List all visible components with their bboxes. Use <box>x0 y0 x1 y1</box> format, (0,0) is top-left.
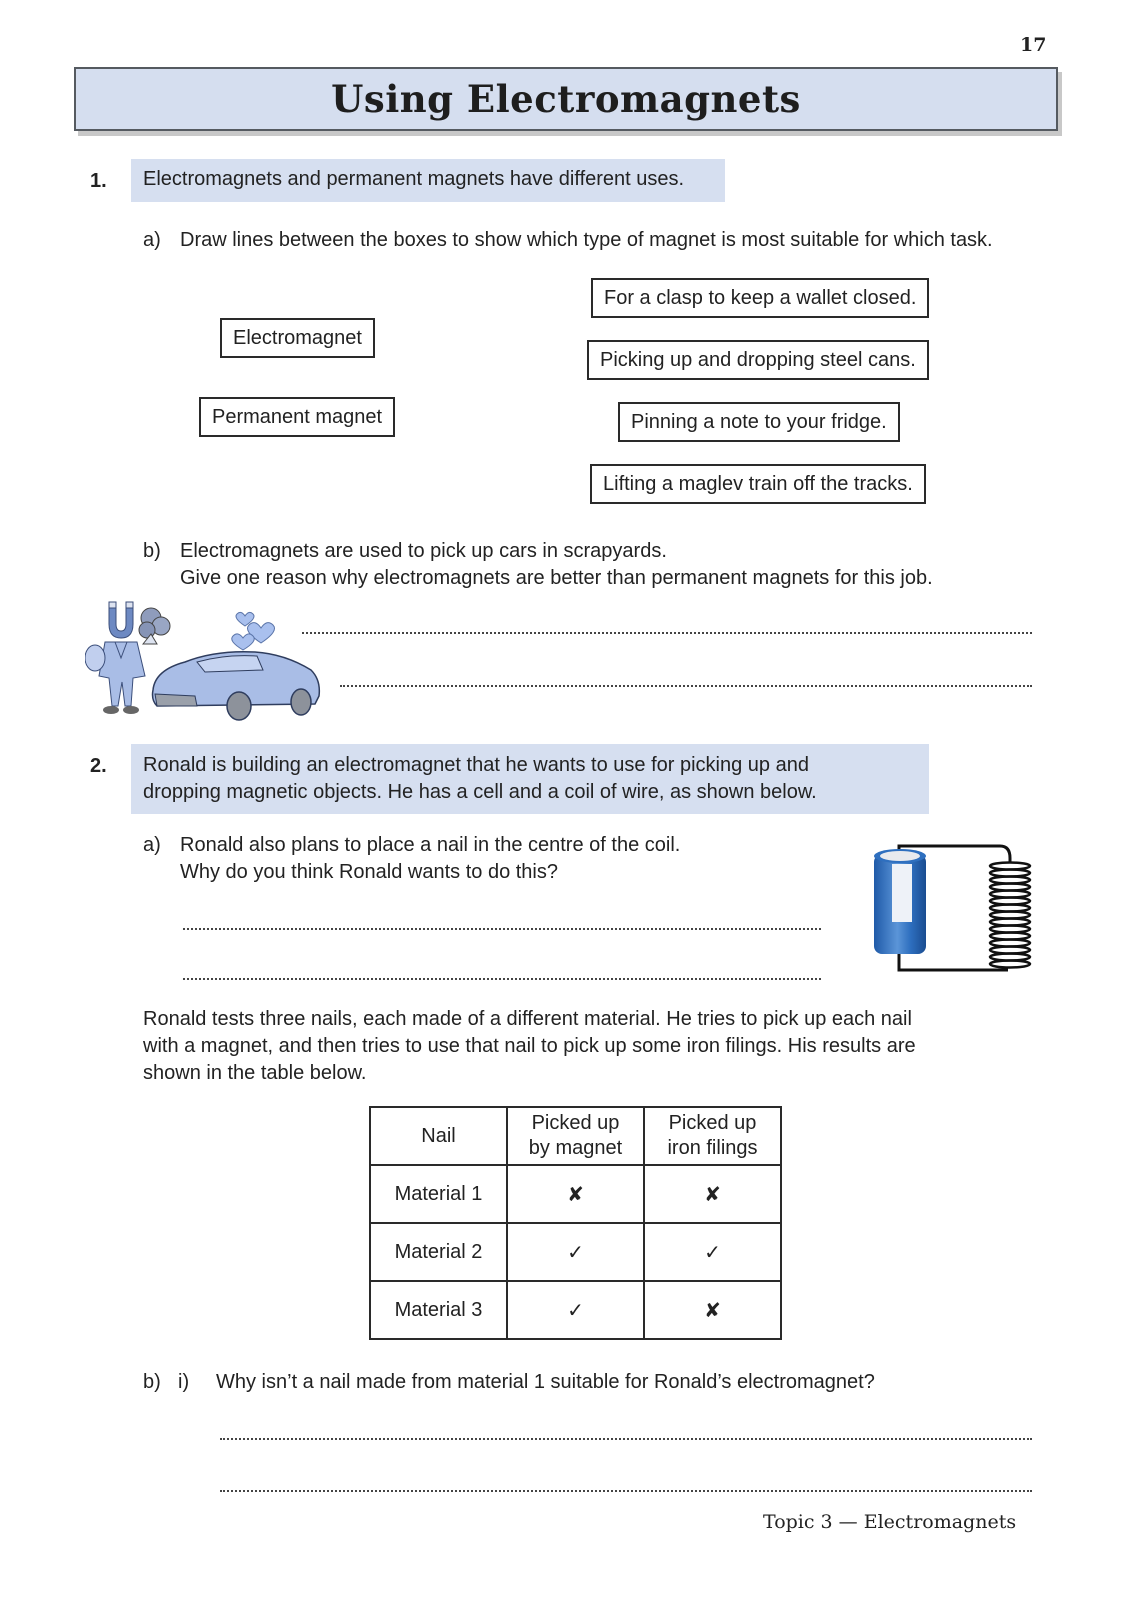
table-header-row <box>370 1107 781 1165</box>
question-1-number: 1. <box>90 170 107 192</box>
q2b-question: Why isn’t a nail made from material 1 suitable for Ronald’s electromagnet? <box>216 1371 875 1393</box>
footer-topic: Topic 3 — Electromagnets <box>763 1511 1017 1533</box>
q2a-answer-line-1[interactable] <box>183 928 821 930</box>
magnet-man-car-illustration <box>85 598 325 722</box>
q2a-answer-line-2[interactable] <box>183 978 821 980</box>
q2-intro-line3: shown in the table below. <box>143 1062 367 1084</box>
q2-prompt-line2: dropping magnetic objects. He has a cell and a coil of wire, as shown below. <box>143 781 817 803</box>
battery-cell-icon <box>874 849 926 954</box>
page-number: 17 <box>1020 34 1047 56</box>
q1b-label: b) <box>143 540 161 562</box>
cross-icon: ✘ <box>507 1165 644 1223</box>
results-table <box>369 1106 782 1340</box>
q2b-label: b) <box>143 1371 161 1393</box>
tick-icon: ✓ <box>644 1223 781 1281</box>
match-box-permanent-magnet[interactable]: Permanent magnet <box>199 397 395 437</box>
q1a-instruction: Draw lines between the boxes to show which type of magnet is most suitable for which task. <box>180 229 993 251</box>
table-row <box>370 1165 781 1223</box>
table-row <box>370 1281 781 1339</box>
flower-bouquet-icon <box>139 608 170 644</box>
q1b-line2: Give one reason why electromagnets are better than permanent magnets for this job. <box>180 567 933 589</box>
cell-coil-circuit-illustration <box>868 840 1040 976</box>
q2a-line2: Why do you think Ronald wants to do this? <box>180 861 558 883</box>
q2a-label: a) <box>143 834 161 856</box>
q2b-answer-line-2[interactable] <box>220 1490 1032 1492</box>
nail-material-cell: Material 2 <box>370 1223 507 1281</box>
q2b-answer-line-1[interactable] <box>220 1438 1032 1440</box>
table-row <box>370 1223 781 1281</box>
q1b-line1: Electromagnets are used to pick up cars in scrapyards. <box>180 540 667 562</box>
hearts-icon <box>232 612 275 650</box>
cross-icon: ✘ <box>644 1165 781 1223</box>
wire-coil-icon <box>990 863 1030 968</box>
q2-intro-line2: with a magnet, and then tries to use that nail to pick up some iron filings. His results are <box>143 1035 916 1057</box>
match-box-electromagnet[interactable]: Electromagnet <box>220 318 375 358</box>
match-box-wallet-clasp[interactable]: For a clasp to keep a wallet closed. <box>591 278 929 318</box>
match-box-maglev-train[interactable]: Lifting a maglev train off the tracks. <box>590 464 926 504</box>
header-picked-iron-filings: Picked up iron filings <box>644 1107 781 1165</box>
tick-icon: ✓ <box>507 1223 644 1281</box>
nail-material-cell: Material 3 <box>370 1281 507 1339</box>
question-1-prompt: Electromagnets and permanent magnets have different uses. <box>131 159 725 202</box>
q2-prompt-line1: Ronald is building an electromagnet that he wants to use for picking up and <box>143 754 809 776</box>
q2b-sub-label: i) <box>178 1371 190 1393</box>
car-icon <box>153 652 320 720</box>
cross-icon: ✘ <box>644 1281 781 1339</box>
page-title-banner <box>74 67 1058 131</box>
match-box-fridge-note[interactable]: Pinning a note to your fridge. <box>618 402 900 442</box>
tick-icon: ✓ <box>507 1281 644 1339</box>
q1b-answer-line-1[interactable] <box>302 632 1032 634</box>
match-box-steel-cans[interactable]: Picking up and dropping steel cans. <box>587 340 929 380</box>
horseshoe-magnet-icon <box>109 602 133 638</box>
header-picked-by-magnet: Picked up by magnet <box>507 1107 644 1165</box>
q2a-line1: Ronald also plans to place a nail in the centre of the coil. <box>180 834 681 856</box>
page-title: Using Electromagnets <box>331 77 801 121</box>
question-2-prompt <box>131 744 929 814</box>
q1b-answer-line-2[interactable] <box>340 685 1032 687</box>
header-nail: Nail <box>370 1107 507 1165</box>
question-2-number: 2. <box>90 755 107 777</box>
q2-intro-line1: Ronald tests three nails, each made of a different material. He tries to pick up each nail <box>143 1008 912 1030</box>
nail-material-cell: Material 1 <box>370 1165 507 1223</box>
q1a-label: a) <box>143 229 161 251</box>
